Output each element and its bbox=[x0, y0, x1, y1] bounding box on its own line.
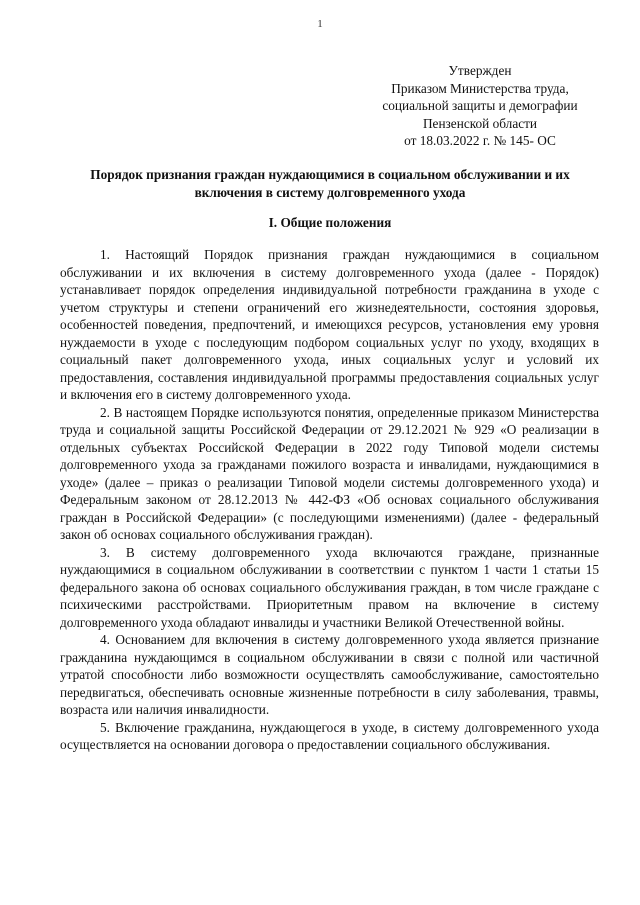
paragraph-1: 1. Настоящий Порядок признания граждан нуждающимися в социальном обслуживании и их включения в систему долговременного ухода (далее - Порядок) устанавливает порядок определения индивидуальной потребности гражданина в уходе с учетом структуры и степени ограничений его жизнедеятельности, состояния здоровья, особенностей поведения, предпочтений, и имеющихся ресурсов, установления ему уровня нуждаемости в уходе с последующим подбором социальных услуг по уходу, входящих в социальный пакет долговременного ухода, иных социальных услуг и условий их предоставления, составления индивидуальной программы предоставления социальных услуг и включения его в систему долговременного ухода. bbox=[60, 247, 599, 402]
document-title: Порядок признания граждан нуждающимися в социальном обслуживании и их включения в систему долговременного ухода bbox=[90, 167, 570, 200]
paragraph-5: 5. Включение гражданина, нуждающегося в уходе, в систему долговременного ухода осуществляется на основании договора о предоставлении социального обслуживания. bbox=[60, 719, 599, 752]
approval-line-4: Пензенской области bbox=[422, 115, 538, 131]
approval-line-5: от 18.03.2022 г. № 145- ОС bbox=[404, 133, 556, 148]
paragraph-3: 3. В систему долговременного ухода включаются граждане, признанные нуждающимися в социальном обслуживании в соответствии с пунктом 1 части 1 статьи 15 федерального закона об основах социального обслуживания граждан, в том числе граждане с психическими расстройствами. Приоритетным правом на включение в систему долговременного ухода обладают инвалиды и участники Великой Отечественной войны. bbox=[60, 544, 599, 630]
approval-line-2: Приказом Министерства труда, bbox=[391, 80, 569, 96]
approval-line-1: Утвержден bbox=[448, 63, 512, 78]
document-body bbox=[60, 246, 599, 754]
approval-line-3: социальной защиты и демографии bbox=[382, 98, 578, 113]
paragraph-2: 2. В настоящем Порядке используются понятия, определенные приказом Министерства труда и социальной защиты Российской Федерации от 29.12.2021 № 929 «О реализации в отдельных субъектах Российской Федерации в 2022 году Типовой модели системы долговременного ухода за гражданами пожилого возраста и инвалидами, нуждающимися в уходе» (далее – приказ о реализации Типовой модели системы долговременного ухода) и Федеральным законом от 28.12.2013 № 442-ФЗ «Об основах социального обслуживания граждан в Российской Федерации» (с последующими изменениями) (далее - федеральный закон об основах социального обслуживания граждан). bbox=[60, 404, 599, 542]
page-number: 1 bbox=[317, 18, 323, 30]
approval-block bbox=[360, 62, 600, 150]
section-heading: I. Общие положения bbox=[268, 215, 392, 230]
paragraph-4: 4. Основанием для включения в систему долговременного ухода является признание гражданина нуждающимся в социальном обслуживании в связи с полной или частичной утратой способности либо возможности осуществлять самообслуживание, самостоятельно передвигаться, обеспечивать основные жизненные потребности в силу заболевания, травмы, возраста или наличия инвалидности. bbox=[60, 632, 599, 717]
